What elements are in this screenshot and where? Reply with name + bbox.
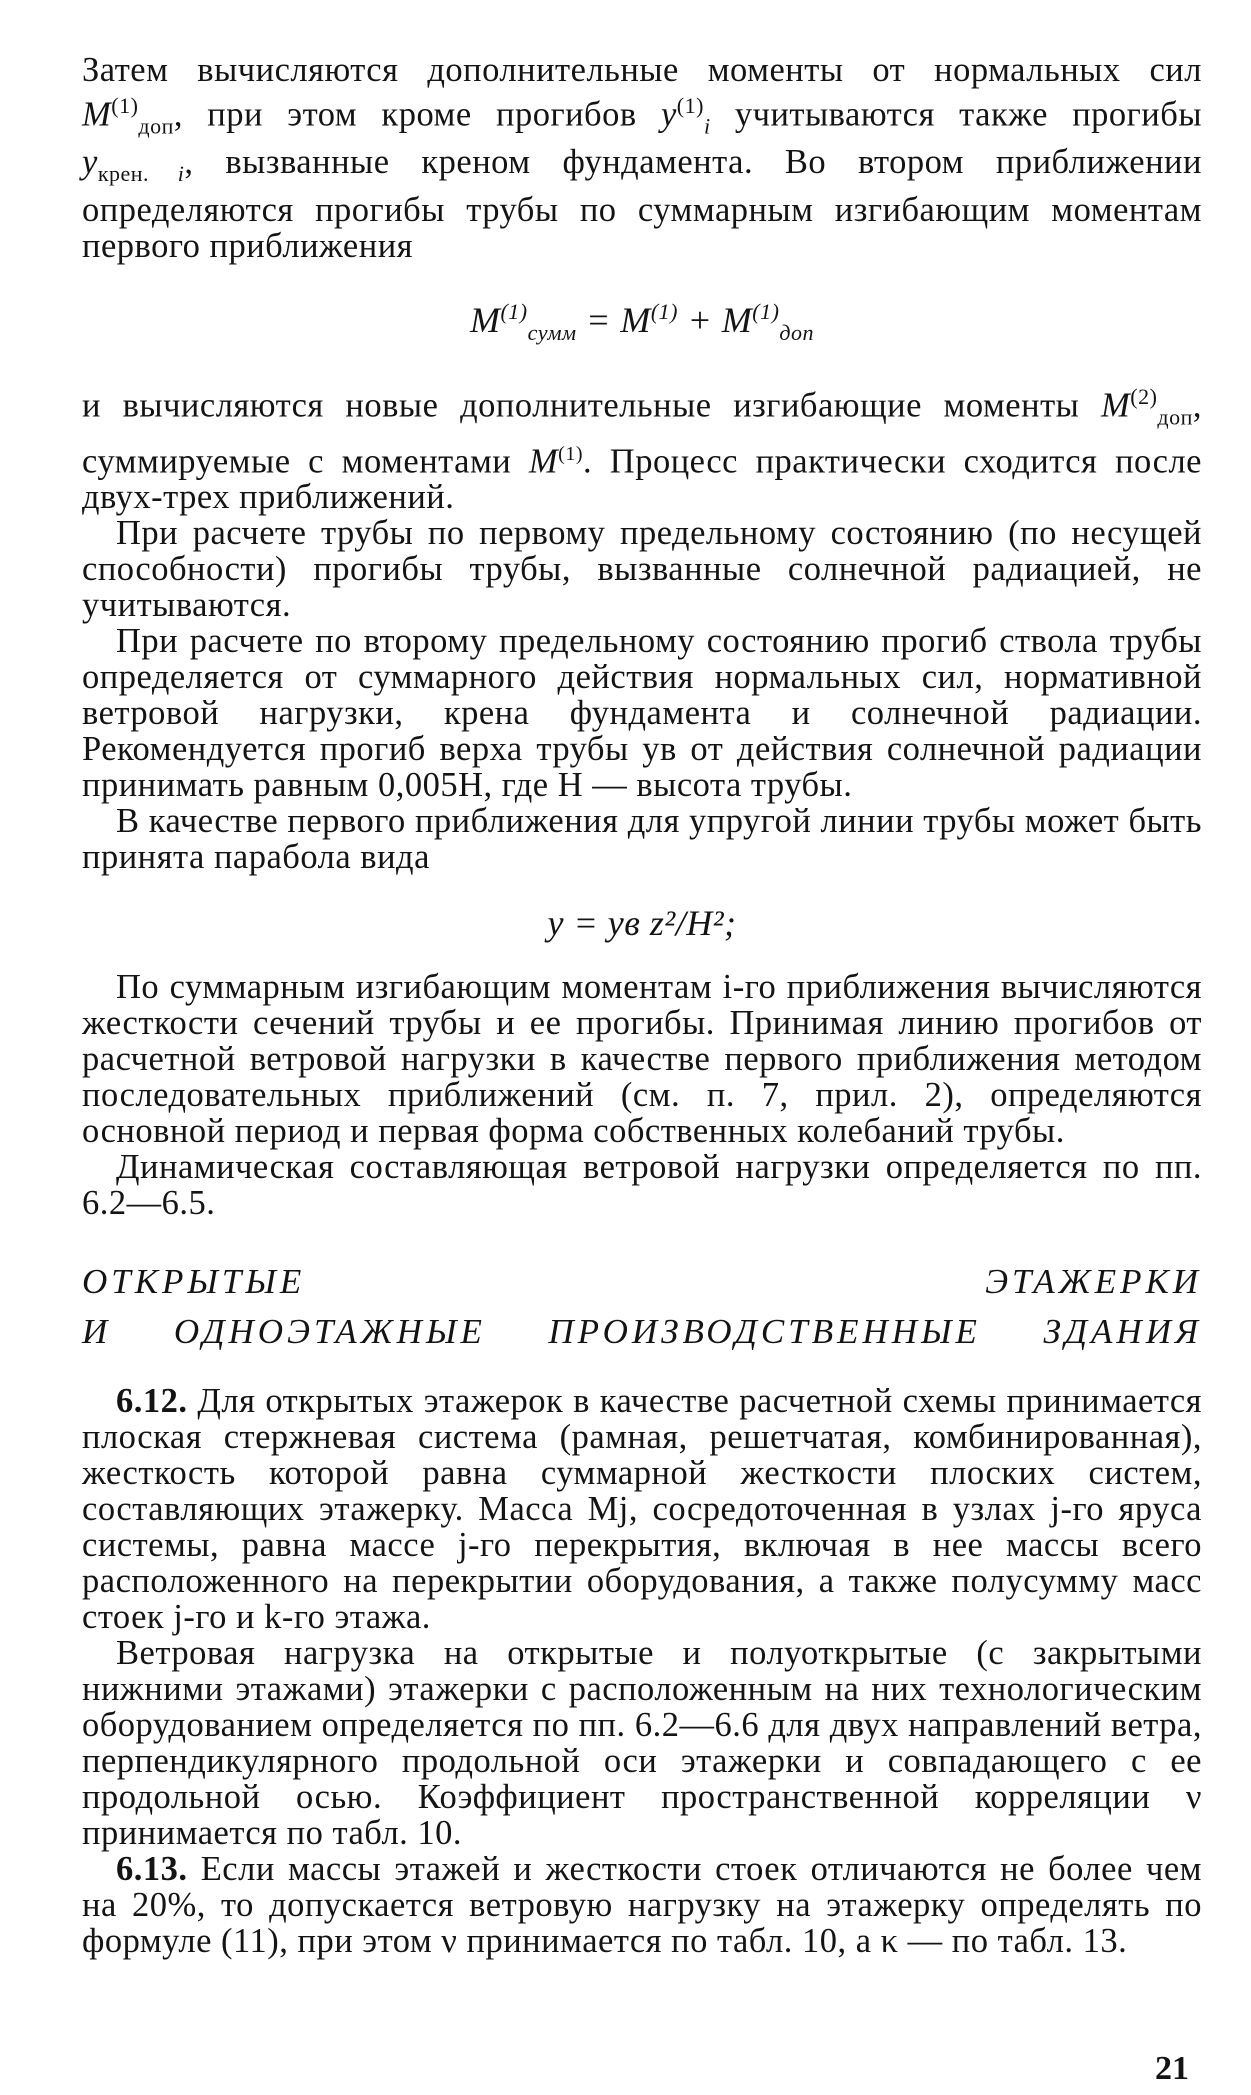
paragraph-6-12 bbox=[82, 1383, 1202, 1635]
clause-number: 6.12. bbox=[116, 1382, 188, 1421]
paragraph-line: первого приближения bbox=[82, 227, 414, 266]
formula-parabola: y = yв z²/H²; bbox=[547, 903, 737, 944]
clause-text: Для открытых этажерок в качестве расчетной схемы принимается плоская стержневая система (рамная, решетчатая, комбинированная), жесткость которой равна суммарной жесткости плоских систем, составляющих этажерку. Масса Mj, сосредоточенная в узлах j-го яруса системы, равна массе j-го перекрытия, включая в нее массы всего расположенного на перекрытии оборудования, а также полусумму масс стоек j-го и k-го этажа. bbox=[82, 1382, 1203, 1637]
paragraph-first-approximation: В качестве первого приближения для упругой линии трубы может быть принята парабола вида bbox=[82, 802, 1202, 877]
paragraph-line: суммируемые с моментами $M^{(1)}$. Процесс практически сходится после bbox=[82, 442, 1202, 481]
section-heading-line1: ОТКРЫТЫЕ ЭТАЖЕРКИ bbox=[82, 1262, 1202, 1302]
section-heading-line2: И ОДНОЭТАЖНЫЕ ПРОИЗВОДСТВЕННЫЕ ЗДАНИЯ bbox=[82, 1312, 1202, 1352]
paragraph-line: двух-трех приближений. bbox=[82, 478, 455, 517]
page-number: 21 bbox=[1155, 2050, 1189, 2087]
paragraph-line: $M^{(1)}_{доп}$, при этом кроме прогибов $y^{(1)}_i$ учитываются также прогибы bbox=[82, 93, 1203, 139]
paragraph-dynamic-component: Динамическая составляющая ветровой нагрузки определяется по пп. 6.2—6.5. bbox=[82, 1148, 1202, 1223]
paragraph-wind-load: Ветровая нагрузка на открытые и полуоткрытые (с закрытыми нижними этажами) этажерки с расположенным на них технологическим оборудованием определяется по пп. 6.2—6.6 для двух направлений ветра, перпендикулярного продольной оси этажерки и совпадающего с ее продольной осью. Коэффициент пространственной корреляции ν принимается по табл. 10. bbox=[82, 1634, 1202, 1853]
clause-number: 6.13. bbox=[116, 1850, 188, 1889]
formula-summary-moment: $M^{(1)}_{сумм} = M^{(1)} + M^{(1)}_{доп}$ bbox=[469, 299, 815, 346]
paragraph-line: $y_{крен. i}$, вызванные креном фундамента. Во втором приближении bbox=[82, 143, 1202, 187]
paragraph-line: и вычисляются новые дополнительные изгибающие моменты $M^{(2)}_{доп}$, bbox=[82, 384, 1202, 430]
document-page bbox=[82, 52, 1202, 1959]
paragraph-6-13 bbox=[82, 1851, 1202, 1959]
paragraph-second-limit-state: При расчете по второму предельному состоянию прогиб ствола трубы определяется от суммарного действия нормальных сил, нормативной ветровой нагрузки, крена фундамента и солнечной радиации. Рекомендуется прогиб верха трубы yв от действия солнечной радиации принимать равным 0,005H, где H — высота трубы. bbox=[82, 622, 1202, 805]
clause-text: Если массы этажей и жесткости стоек отличаются не более чем на 20%, то допускается ветровую нагрузку на этажерку определять по формуле (11), при этом ν принимается по табл. 10, а κ — по табл. 13. bbox=[82, 1850, 1203, 1961]
paragraph-line: определяются прогибы трубы по суммарным изгибающим моментам bbox=[82, 191, 1202, 230]
paragraph-radiation: При расчете трубы по первому предельному состоянию (по несущей способности) прогибы трубы, вызванные солнечной радиацией, не учитываются. bbox=[82, 514, 1202, 625]
paragraph-line: Затем вычисляются дополнительные моменты от нормальных сил bbox=[82, 51, 1202, 89]
paragraph-stiffness: По суммарным изгибающим моментам i-го приближения вычисляются жесткости сечений трубы и ее прогибы. Принимая линию прогибов от расчетной ветровой нагрузки в качестве первого приближения методом последовательных приближений (см. п. 7, прил. 2), определяются основной период и первая форма собственных колебаний трубы. bbox=[82, 968, 1202, 1151]
